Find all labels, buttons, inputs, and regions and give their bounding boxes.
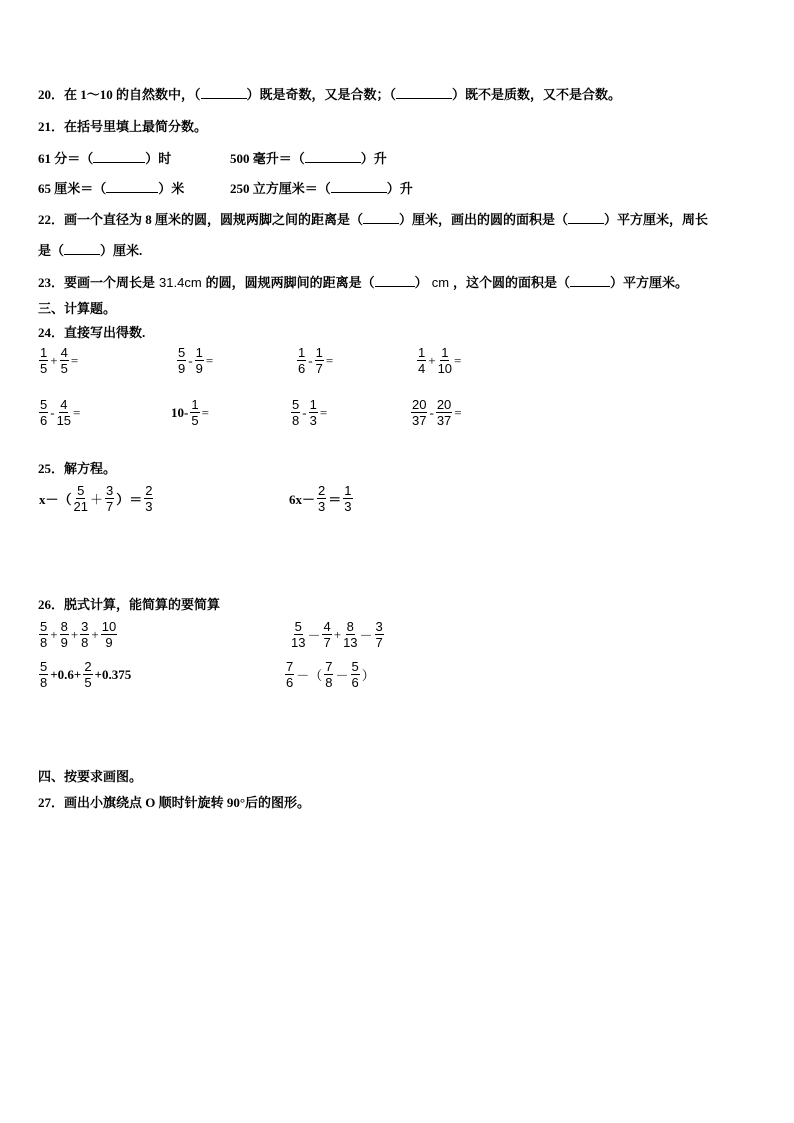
operator: + [91,626,99,642]
denominator: 7 [323,635,331,650]
denominator: 6 [298,361,306,376]
section-3-heading: 三、计算题。 [38,301,117,316]
question-27: 27．画出小旗绕点 O 顺时针旋转 90°后的图形。 [38,795,311,810]
denominator: 5 [40,361,48,376]
equation-25-1 [38,484,154,513]
numerator: 1 [298,345,306,360]
numerator: 4 [60,345,68,360]
numerator: 1 [40,345,48,360]
fraction [343,620,357,649]
operator: +0.375 [94,666,132,682]
numerator: 5 [40,397,48,412]
fraction [322,620,331,649]
fraction [177,346,186,375]
fraction [80,620,89,649]
numerator: 5 [40,619,48,634]
operator: - [308,352,313,368]
fraction [291,620,305,649]
operator: - [50,404,55,420]
fraction [39,398,48,427]
question-22: 22．画一个直径为 8 厘米的圆，圆规两脚之间的距离是（ ）厘米，画出的圆的面积是（ ）平方厘米，周长 [38,212,709,227]
fraction [195,346,204,375]
operator: － [359,628,373,643]
operator: ）＝ [116,492,143,507]
numerator: 5 [292,397,300,412]
denominator: 7 [106,499,114,514]
operator: = [73,404,81,420]
fraction [375,620,384,649]
denominator: 5 [84,675,92,690]
answer-blank[interactable] [201,88,247,99]
fraction [190,398,199,427]
denominator: 3 [309,413,317,428]
question-21-row2-left: 65 厘米＝（ ）米 [38,181,185,196]
question-26-title: 26．脱式计算，能简算的要简算 [38,597,221,612]
numerator: 8 [60,619,68,634]
denominator: 7 [315,361,323,376]
denominator: 8 [292,413,300,428]
fraction [105,484,114,513]
operator: x－（ [39,492,72,507]
denominator: 4 [418,361,426,376]
fraction [309,398,318,427]
numerator: 5 [351,659,359,674]
numerator: 20 [412,397,427,412]
question-21-row1-right: 500 毫升＝（ ）升 [230,151,387,166]
operator: +0.6+ [50,666,82,682]
operator: － [335,668,349,683]
operator: - [188,352,193,368]
numerator: 3 [375,619,383,634]
question-21-title: 21．在括号里填上最简分数。 [38,119,208,134]
operator: = [70,352,79,368]
fraction [291,398,300,427]
numerator: 1 [315,345,323,360]
question-20: 20．在 1～10 的自然数中，（ ）既是奇数，又是合数；（ ）既不是质数，又不是合数。 [38,87,622,102]
answer-blank[interactable] [570,276,610,287]
numerator: 7 [286,659,294,674]
numerator: 1 [195,345,203,360]
question-22-cont: 是（ ）厘米. [38,243,143,258]
fraction [39,660,48,689]
equation-25-2 [288,484,354,513]
answer-blank[interactable] [331,182,387,193]
operator: = [201,404,209,420]
answer-blank[interactable] [568,213,604,224]
question-25-title: 25．解方程。 [38,461,117,476]
answer-blank[interactable] [363,213,399,224]
denominator: 9 [60,635,68,650]
answer-blank[interactable] [396,88,452,99]
operator: = [454,404,462,420]
numerator: 4 [323,619,331,634]
fraction [39,346,48,375]
denominator: 37 [436,413,452,428]
numerator: 2 [145,483,153,498]
numerator: 1 [309,397,317,412]
numerator: 10 [101,619,117,634]
numerator: 3 [81,619,89,634]
denominator: 3 [344,499,352,514]
operator: + [50,352,58,368]
section-4-heading: 四、按要求画图。 [38,769,143,784]
fraction [74,484,88,513]
denominator: 13 [291,635,306,650]
operator: = [205,352,214,368]
fraction [285,660,294,689]
numerator: 7 [325,659,333,674]
answer-blank[interactable] [106,182,158,193]
denominator: 6 [286,675,294,690]
denominator: 10 [437,361,453,376]
expression-24-7 [290,398,328,427]
expression-24-6 [170,398,210,427]
denominator: 3 [318,499,326,514]
numerator: 2 [318,483,326,498]
numerator: 5 [294,619,302,634]
numerator: 20 [436,397,452,412]
expression-24-5 [38,398,81,427]
fraction [436,398,452,427]
fraction [57,398,71,427]
denominator: 7 [375,635,383,650]
answer-blank[interactable] [93,152,145,163]
operator: ＝ [328,492,342,507]
numerator: 1 [191,397,199,412]
fraction [324,660,333,689]
numerator: 1 [418,345,426,360]
question-21-row2-right: 250 立方厘米＝（ ）升 [230,181,413,196]
operator: 6x－ [289,492,316,507]
numerator: 4 [60,397,68,412]
denominator: 9 [178,361,186,376]
operator: － [307,628,321,643]
fraction [60,346,69,375]
calculation-26-4 [284,660,376,689]
denominator: 9 [195,361,203,376]
operator: + [428,352,436,368]
expression-24-3 [296,346,334,375]
operator: = [319,404,328,420]
denominator: 37 [412,413,427,428]
operator: + [333,626,342,642]
fraction [438,346,452,375]
fraction [101,620,117,649]
operator: - [429,404,434,420]
denominator: 8 [81,635,89,650]
denominator: 9 [105,635,113,650]
answer-blank[interactable] [305,152,361,163]
denominator: 15 [56,413,72,428]
fraction [417,346,426,375]
denominator: 6 [40,413,48,428]
operator: + [70,626,79,642]
numerator: 3 [106,483,114,498]
denominator: 8 [40,675,48,690]
operator: 10- [171,404,189,420]
numerator: 8 [346,619,354,634]
numerator: 1 [441,345,449,360]
calculation-26-2 [290,620,385,649]
fraction [411,398,427,427]
answer-blank[interactable] [375,276,415,287]
denominator: 6 [351,675,359,690]
fraction [144,484,153,513]
operator: = [325,352,334,368]
expression-24-1 [38,346,79,375]
operator: －（ [296,668,323,683]
fraction [60,620,69,649]
numerator: 5 [77,483,85,498]
calculation-26-3 [38,660,132,689]
numerator: 1 [344,483,352,498]
denominator: 8 [40,635,48,650]
question-23: 23．要画一个周长是 31.4cm 的圆，圆规两脚间的距离是（ ） cm ，这个圆的面积是（ ）平方厘米。 [38,275,689,290]
calculation-26-1 [38,620,118,649]
operator: ） [361,668,375,683]
fraction [317,484,326,513]
fraction [39,620,48,649]
fraction [83,660,92,689]
fraction [351,660,360,689]
fraction [343,484,352,513]
numerator: 5 [178,345,186,360]
answer-blank[interactable] [64,244,100,255]
fraction [297,346,306,375]
operator: ＋ [89,492,103,507]
expression-24-2 [176,346,214,375]
denominator: 8 [325,675,333,690]
expression-24-4 [416,346,462,375]
denominator: 3 [145,499,153,514]
denominator: 5 [191,413,199,428]
operator: + [50,626,58,642]
denominator: 5 [60,361,68,376]
operator: = [454,352,462,368]
numerator: 2 [84,659,92,674]
denominator: 13 [343,635,358,650]
numerator: 5 [40,659,48,674]
fraction [315,346,324,375]
question-21-row1-left: 61 分＝（ ）时 [38,151,172,166]
expression-24-8 [410,398,463,427]
denominator: 21 [73,499,88,514]
question-24-title: 24．直接写出得数. [38,325,146,340]
operator: - [302,404,307,420]
